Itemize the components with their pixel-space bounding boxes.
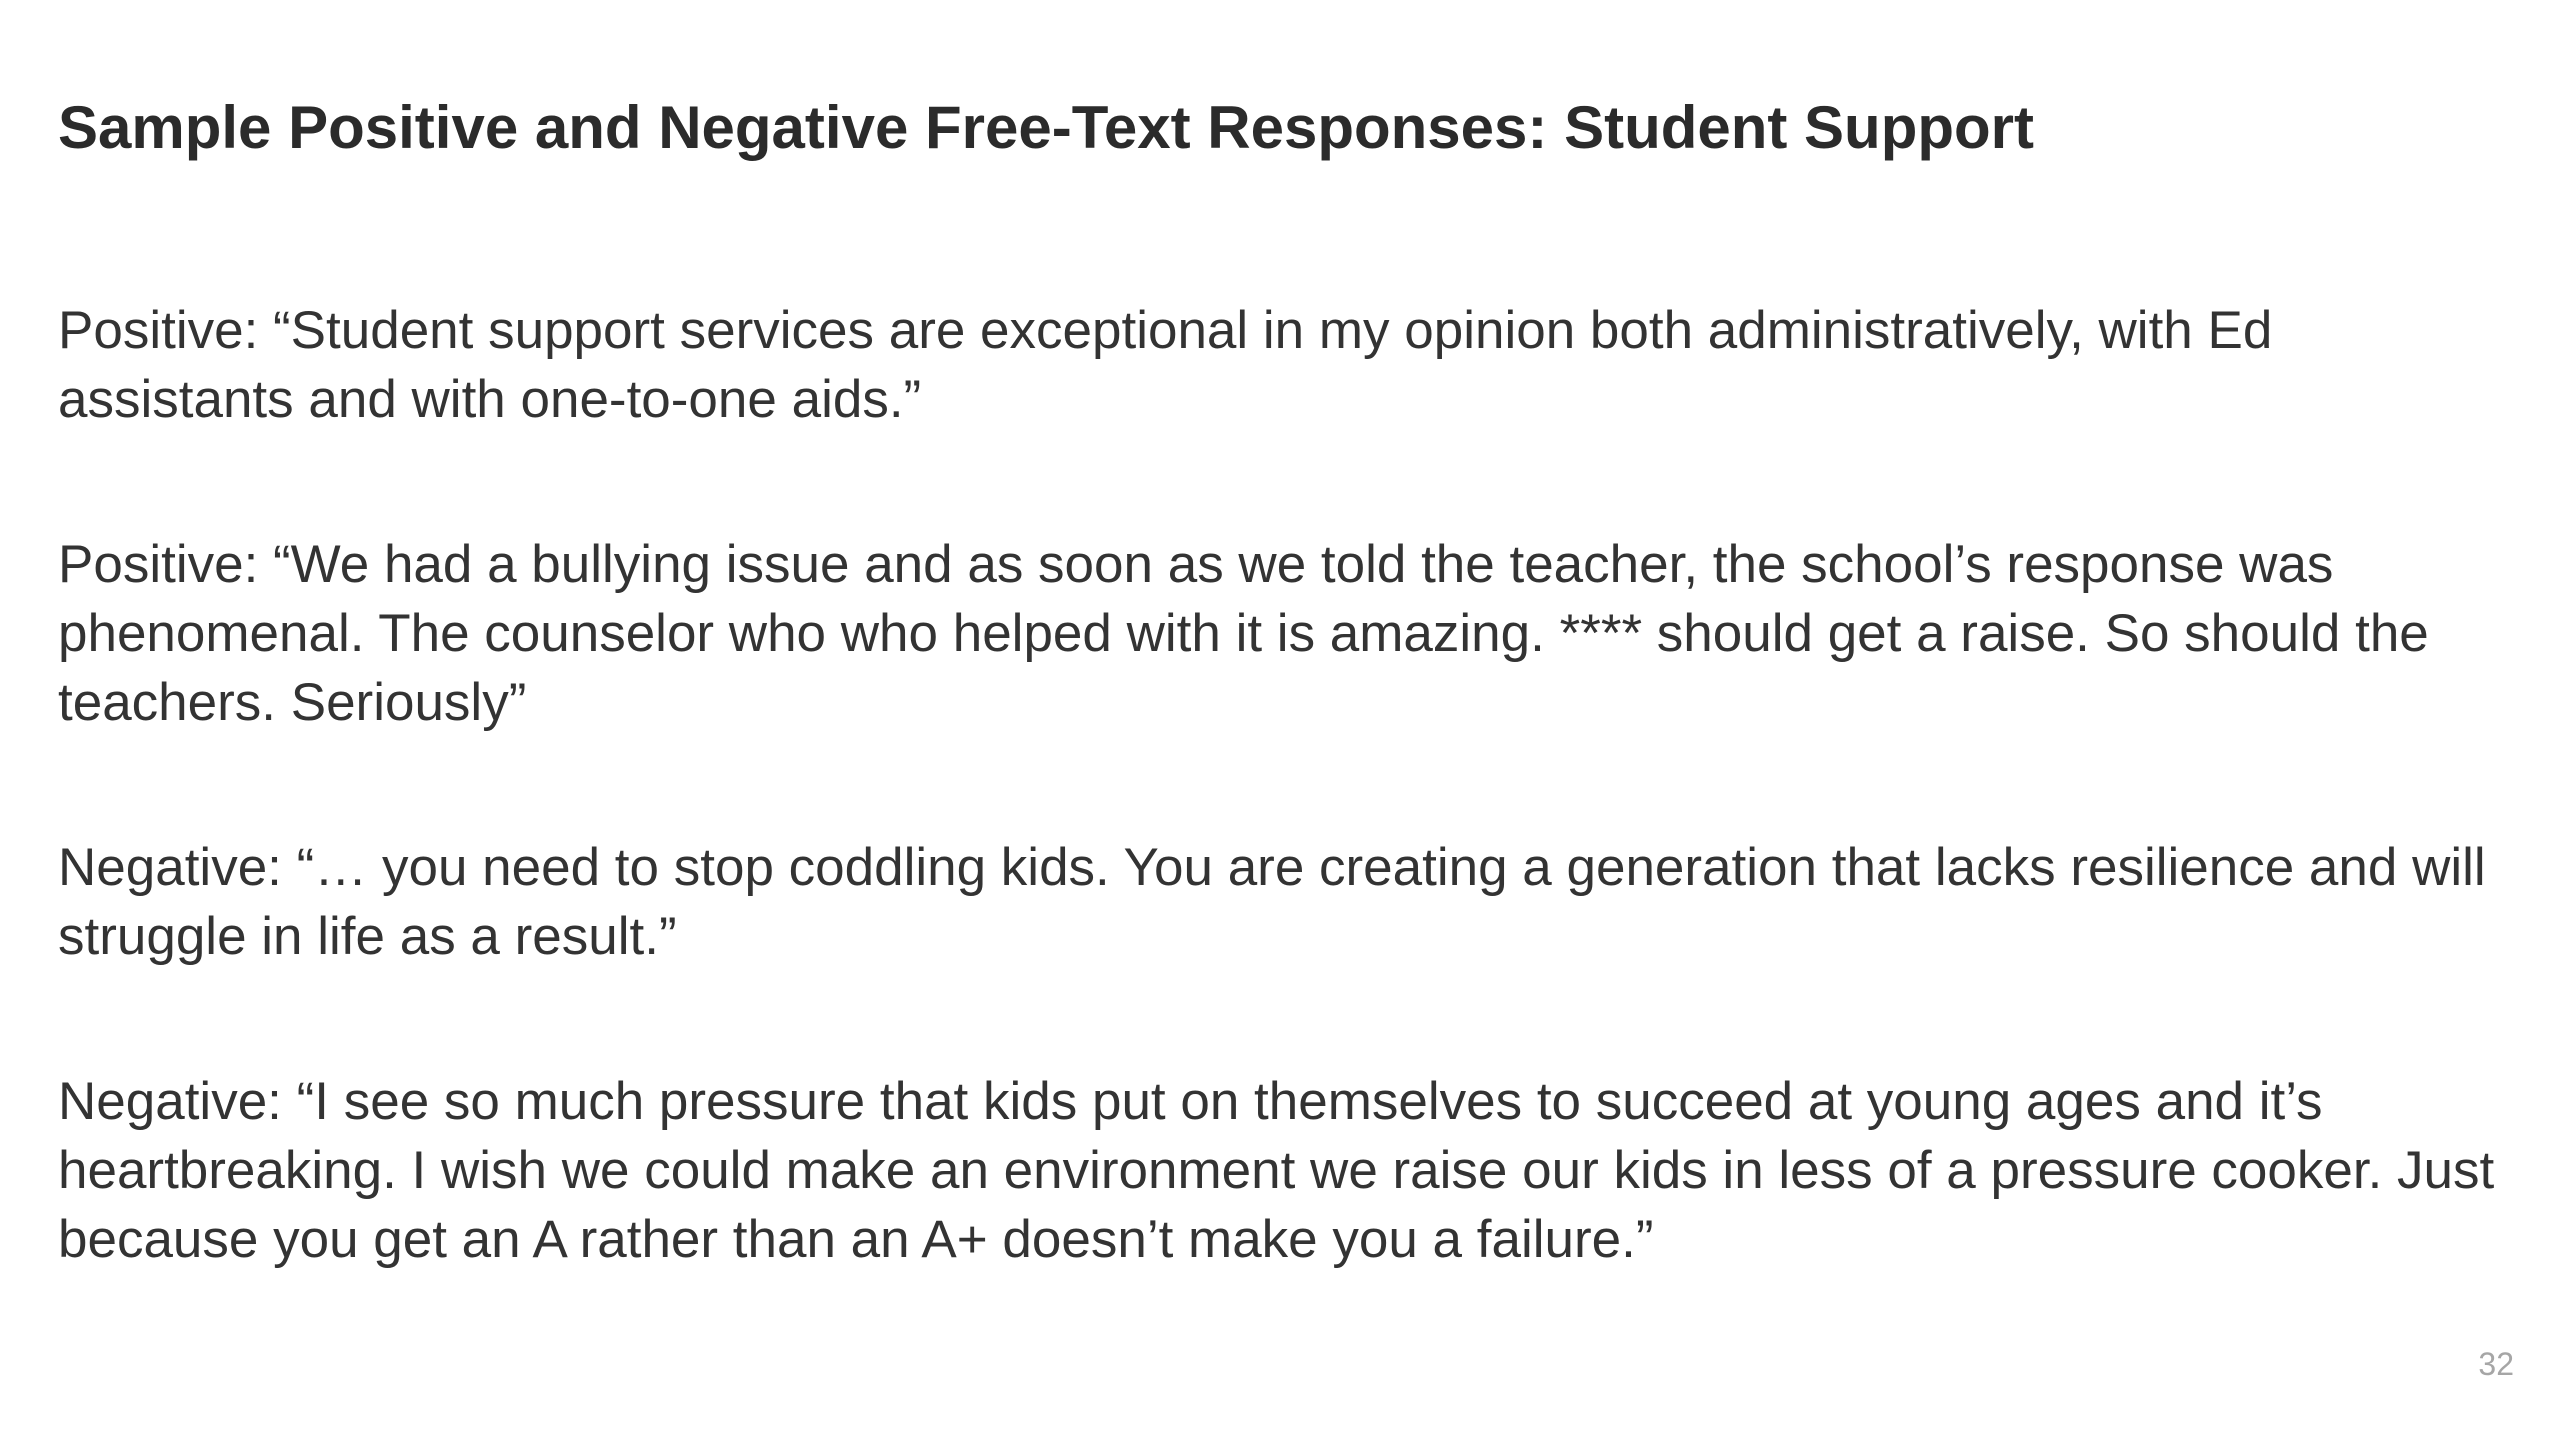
response-list <box>58 296 2498 1274</box>
response-negative-2: Negative: “I see so much pressure that kids put on themselves to succeed at young ages and it’s heartbreaking. I wish we could make an environment we raise our kids in less of a pressure cooker. Just because you get an A rather than an A+ doesn’t make you a failure.” <box>58 1072 2495 1269</box>
response-negative-1: Negative: “… you need to stop coddling kids. You are creating a generation that lacks resilience and will struggle in life as a result.” <box>58 838 2486 966</box>
response-positive-2: Positive: “We had a bullying issue and as soon as we told the teacher, the school’s response was phenomenal. The counselor who who helped with it is amazing. **** should get a raise. So should the teachers. Seriously” <box>58 535 2429 732</box>
slide-title: Sample Positive and Negative Free-Text Responses: Student Support <box>58 94 2034 161</box>
page-number: 32 <box>2478 1346 2514 1382</box>
response-positive-1: Positive: “Student support services are exceptional in my opinion both administratively, with Ed assistants and with one-to-one aids.” <box>58 301 2273 429</box>
